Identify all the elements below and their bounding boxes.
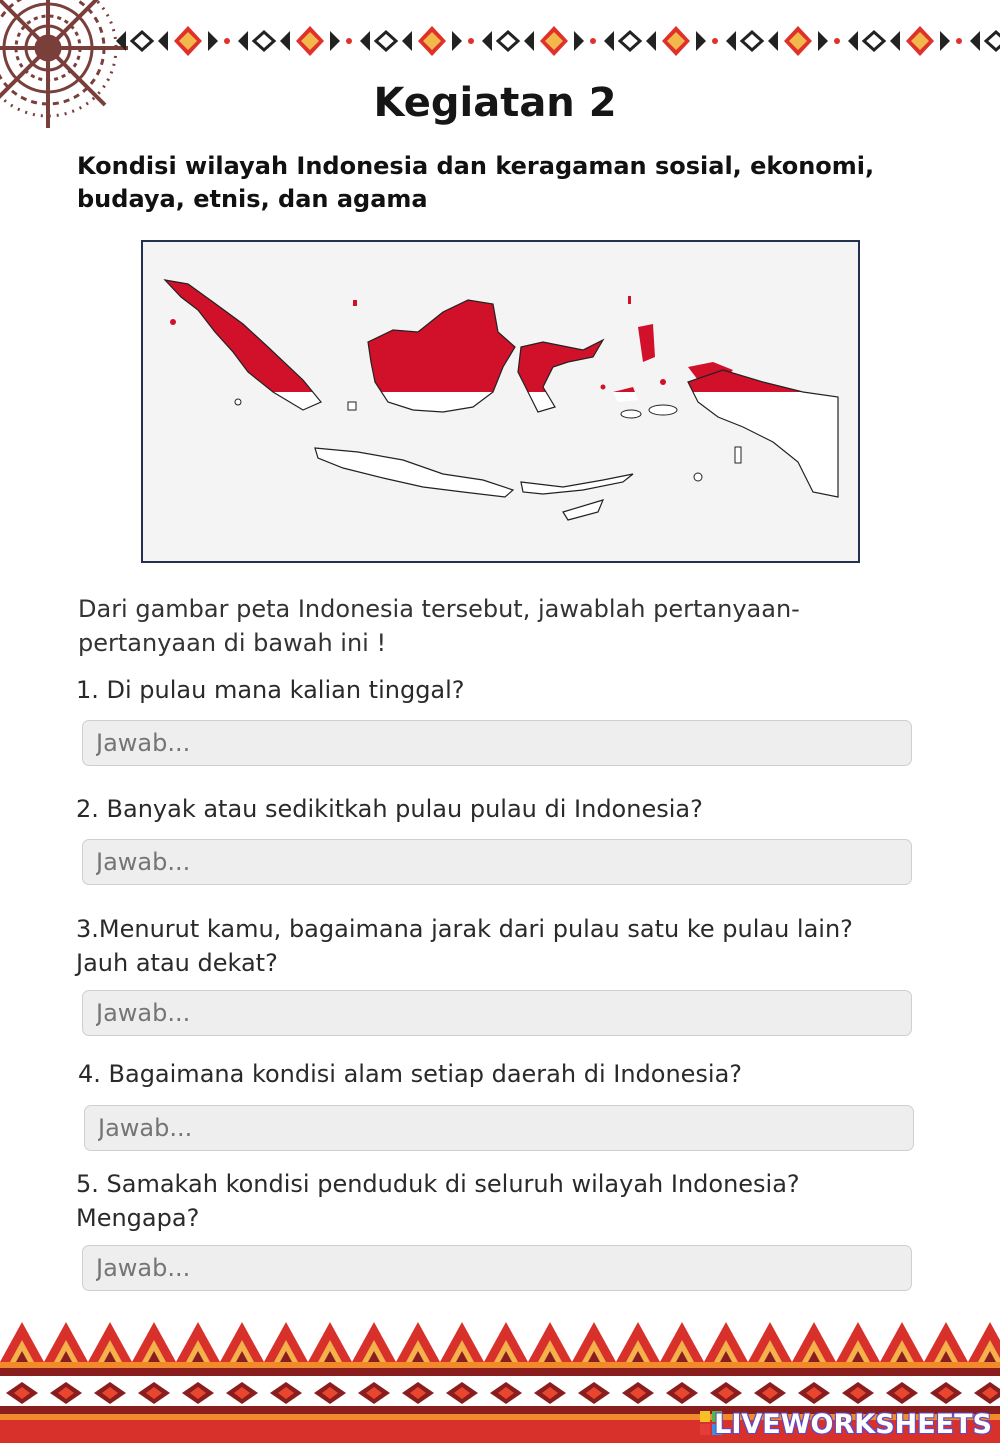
question-1: 1. Di pulau mana kalian tinggal?	[76, 676, 465, 704]
answer-input-3[interactable]	[82, 990, 912, 1036]
page-subtitle: Kondisi wilayah Indonesia dan keragaman sosial, ekonomi, budaya, etnis, dan agama	[77, 152, 875, 213]
answer-input-5[interactable]	[82, 1245, 912, 1291]
indonesia-map	[141, 240, 860, 563]
page-title: Kegiatan 2	[373, 80, 617, 126]
instructions-text: Dari gambar peta Indonesia tersebut, jawablah pertanyaan-pertanyaan di bawah ini !	[78, 595, 800, 657]
liveworksheets-brand[interactable]: LIVEWORKSHEETS	[714, 1409, 992, 1440]
answer-input-1[interactable]	[82, 720, 912, 766]
answer-input-4[interactable]	[84, 1105, 914, 1151]
question-2: 2. Banyak atau sedikitkah pulau pulau di Indonesia?	[76, 795, 703, 823]
top-decorative-border	[112, 14, 1000, 68]
question-4: 4. Bagaimana kondisi alam setiap daerah di Indonesia?	[78, 1060, 743, 1088]
question-5: 5. Samakah kondisi penduduk di seluruh wilayah Indonesia? Mengapa?	[76, 1170, 800, 1232]
question-3: 3.Menurut kamu, bagaimana jarak dari pulau satu ke pulau lain? Jauh atau dekat?	[76, 915, 853, 977]
answer-input-2[interactable]	[82, 839, 912, 885]
